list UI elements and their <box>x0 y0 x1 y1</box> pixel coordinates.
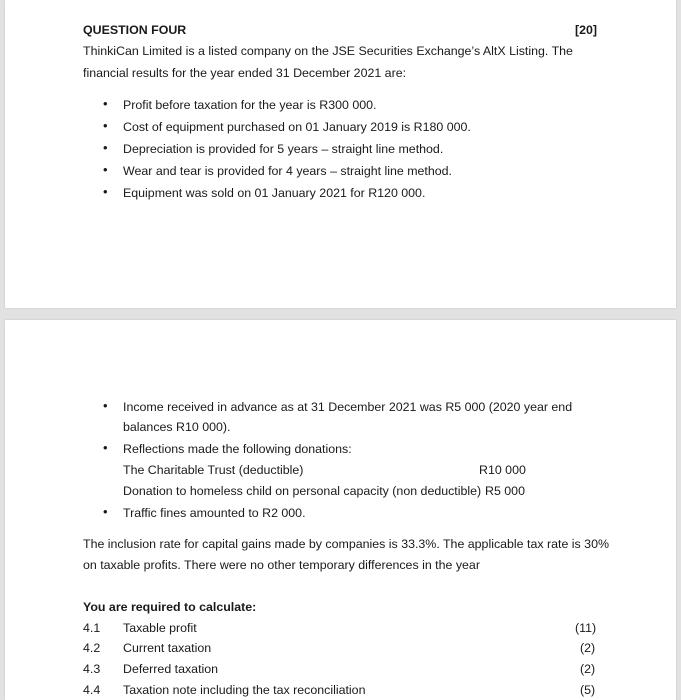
inclusion-line-2: on taxable profits. There were no other temporary differences in the year <box>83 558 480 572</box>
bullet-icon: • <box>103 162 108 177</box>
requirement-number: 4.2 <box>83 641 101 655</box>
requirement-marks: (11) <box>575 621 597 635</box>
list-item: Wear and tear is provided for 4 years – straight line method. <box>123 164 452 178</box>
intro-line-1: ThinkiCan Limited is a listed company on the JSE Securities Exchange’s AltX Listing. The <box>83 44 573 58</box>
requirement-number: 4.3 <box>83 662 101 676</box>
requirement-number: 4.4 <box>83 683 101 697</box>
bullet-icon: • <box>103 504 108 519</box>
list-item: Profit before taxation for the year is R300 000. <box>123 98 377 112</box>
requirement-text: Taxable profit <box>123 621 197 635</box>
income-line-2: balances R10 000). <box>123 420 231 434</box>
donation-amount: R10 000 <box>479 463 526 477</box>
requirement-text: Current taxation <box>123 641 212 655</box>
donations-intro: Reflections made the following donations: <box>123 442 352 456</box>
bullet-icon: • <box>103 140 108 155</box>
bullet-icon: • <box>103 118 108 133</box>
requirement-marks: (2) <box>580 641 596 655</box>
bullet-icon: • <box>103 96 108 111</box>
income-line-1: Income received in advance as at 31 December 2021 was R5 000 (2020 year end <box>123 400 573 414</box>
requirement-text: Deferred taxation <box>123 662 219 676</box>
fines-text: Traffic fines amounted to R2 000. <box>123 506 306 520</box>
bullet-icon: • <box>103 398 108 413</box>
donation-amount: R5 000 <box>485 484 525 498</box>
document-page-2 <box>5 320 676 700</box>
requirement-number: 4.1 <box>83 621 101 635</box>
question-heading: QUESTION FOUR <box>83 23 187 37</box>
required-heading: You are required to calculate: <box>83 600 257 614</box>
requirement-text: Taxation note including the tax reconciliation <box>123 683 366 697</box>
document-page-1 <box>5 0 676 308</box>
requirement-marks: (5) <box>580 683 596 697</box>
donation-label: Donation to homeless child on personal capacity (non deductible) <box>123 484 482 498</box>
list-item: Cost of equipment purchased on 01 January 2019 is R180 000. <box>123 120 471 134</box>
list-item: Equipment was sold on 01 January 2021 for R120 000. <box>123 186 426 200</box>
requirement-marks: (2) <box>580 662 596 676</box>
donation-label: The Charitable Trust (deductible) <box>123 463 304 477</box>
bullet-icon: • <box>103 440 108 455</box>
bullet-icon: • <box>103 184 108 199</box>
inclusion-line-1: The inclusion rate for capital gains made by companies is 33.3%. The applicable tax rate is 30% <box>83 537 609 551</box>
list-item: Depreciation is provided for 5 years – straight line method. <box>123 142 444 156</box>
question-marks: [20] <box>575 23 598 37</box>
intro-line-2: financial results for the year ended 31 December 2021 are: <box>83 66 407 80</box>
